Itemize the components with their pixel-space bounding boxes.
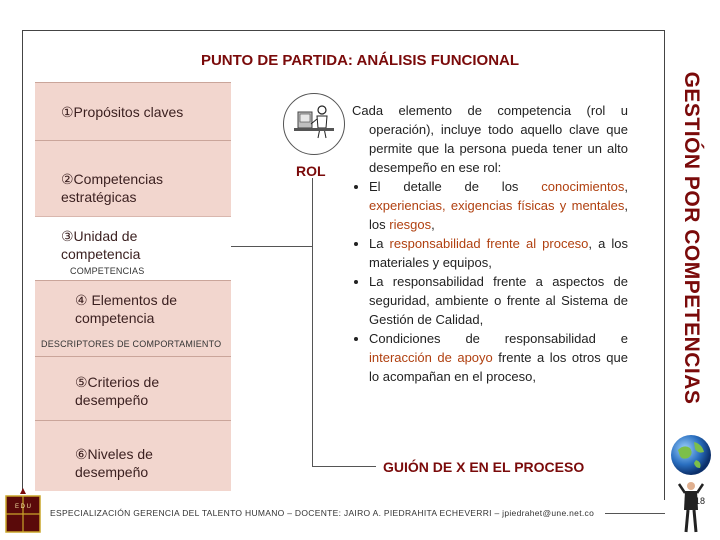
connector-vertical-lower <box>312 246 313 466</box>
svg-text:E D U: E D U <box>14 504 32 510</box>
step-sub-4: DESCRIPTORES DE COMPORTAMIENTO <box>41 339 222 349</box>
step-box-2 <box>35 140 231 217</box>
bullet-list <box>352 177 628 386</box>
step-box-3 <box>35 216 231 281</box>
description-text <box>352 101 628 386</box>
step-box-5 <box>35 356 231 421</box>
step-box-1 <box>35 82 231 141</box>
bullet-item-2: • La responsabilidad frente al proceso, a los materiales y equipos, <box>369 234 628 272</box>
step-label-6: ⑥Niveles de desempeño <box>75 446 153 480</box>
connector-to-bottom-label <box>312 466 376 467</box>
process-script-label: GUIÓN DE X EN EL PROCESO <box>383 459 585 475</box>
frame-top-line <box>22 30 664 31</box>
frame-right-line <box>664 30 665 500</box>
intro-part-b: aquello clave que permite que la persona pueda tener un alto desempeño en ese rol: <box>369 122 628 175</box>
vertical-title: GESTIÓN POR COMPETENCIAS <box>680 71 703 405</box>
rol-circle <box>283 93 345 155</box>
frame-left-line <box>22 30 23 493</box>
connector-unit-to-rol <box>231 246 312 247</box>
vertical-title-container <box>668 58 714 418</box>
step-label-3: ③Unidad de competencia <box>61 228 141 262</box>
step-label-1: ①Propósitos claves <box>61 104 184 120</box>
bullet-item-1: • El detalle de los conocimientos, experiencias, exigencias físicas y mentales, los riesgos, <box>369 177 628 234</box>
university-crest-logo <box>2 488 44 536</box>
step-box-4 <box>35 280 231 357</box>
step-label-2: ②Competencias estratégicas <box>61 171 164 205</box>
intro-paragraph <box>352 101 628 177</box>
bullet-item-3: • La responsabilidad frente a aspectos de seguridad, ambiente o frente al Sistema de Gestión de Calidad, <box>369 272 628 329</box>
worker-icon <box>284 94 344 154</box>
step-label-4: ④ Elementos de competencia <box>75 292 178 326</box>
step-box-6 <box>35 420 231 491</box>
bullet-item-4: • Condiciones de responsabilidad e interacción de apoyo frente a los otros que lo acompañan en el proceso, <box>369 329 628 386</box>
rol-label: ROL <box>296 163 326 179</box>
intro-part-a: Cada elemento de competencia (rol u operación), incluye todo <box>352 103 628 137</box>
businessman-icon <box>676 480 706 536</box>
page-number: 18 <box>694 496 705 506</box>
footer-line <box>605 513 665 514</box>
slide-title: PUNTO DE PARTIDA: ANÁLISIS FUNCIONAL <box>200 52 520 69</box>
footer-text: ESPECIALIZACIÓN GERENCIA DEL TALENTO HUMANO – DOCENTE: JAIRO A. PIEDRAHITA ECHEVERRI – jpiedrahet@une.net.co <box>50 508 595 518</box>
connector-vertical-upper <box>312 178 313 246</box>
step-label-5: ⑤Criterios de desempeño <box>75 374 160 408</box>
globe-icon <box>668 432 714 478</box>
step-sub-3: COMPETENCIAS <box>70 266 145 276</box>
